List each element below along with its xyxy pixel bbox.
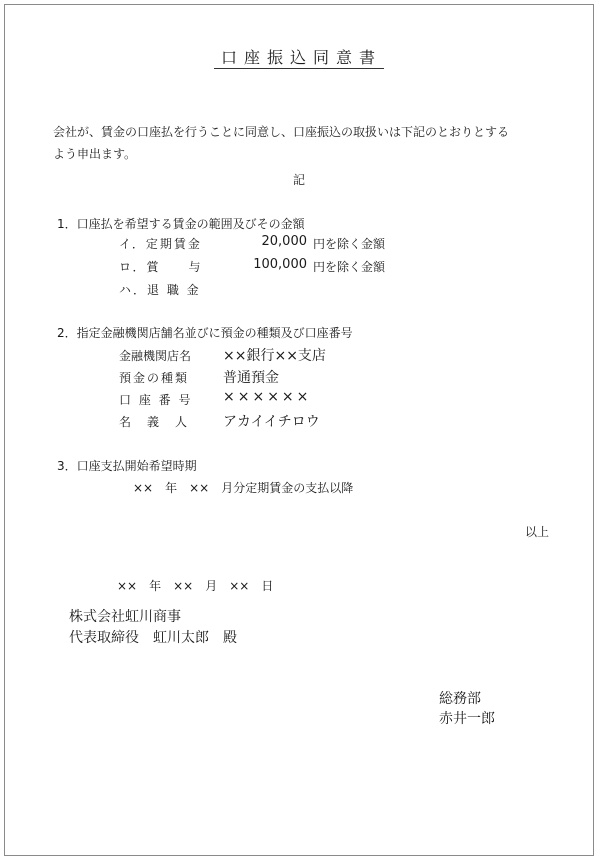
section-2-value: ××銀行××支店 bbox=[223, 348, 326, 364]
document-page bbox=[4, 4, 594, 856]
sender-department: 総務部 bbox=[439, 691, 481, 707]
section-1-item-label: ロ．賞 与 bbox=[119, 260, 203, 274]
section-2-label: 金融機関店名 bbox=[119, 349, 192, 363]
section-2-label: 名 義 人 bbox=[119, 415, 190, 429]
section-1-heading: 1．口座払を希望する賃金の範囲及びその金額 bbox=[57, 217, 305, 231]
ki-marker: 記 bbox=[293, 173, 306, 187]
section-3-heading: 3．口座支払開始希望時期 bbox=[57, 459, 197, 473]
intro-paragraph bbox=[53, 121, 509, 165]
section-2-value: アカイイチロウ bbox=[223, 414, 320, 430]
ijou-marker: 以上 bbox=[525, 525, 550, 539]
section-1-item-amount: 20,000 bbox=[261, 234, 307, 249]
addressee-representative: 代表取締役 虹川太郎 殿 bbox=[69, 630, 237, 646]
section-2-value: 普通預金 bbox=[223, 370, 279, 386]
document-title-text: 口座振込同意書 bbox=[214, 48, 384, 69]
document-date: ×× 年 ×× 月 ×× 日 bbox=[117, 579, 274, 593]
sender-name: 赤井一郎 bbox=[439, 711, 495, 727]
section-1-item-suffix: 円を除く金額 bbox=[313, 237, 386, 251]
section-3-line: ×× 年 ×× 月分定期賃金の支払以降 bbox=[133, 481, 354, 495]
intro-line-1: 会社が、賃金の口座払を行うことに同意し、口座振込の取扱いは下記のとおりとする bbox=[53, 125, 510, 139]
section-1-item-suffix: 円を除く金額 bbox=[313, 260, 386, 274]
section-2-label: 預金の種類 bbox=[119, 371, 190, 385]
section-2-heading: 2．指定金融機関店舗名並びに預金の種類及び口座番号 bbox=[57, 326, 353, 340]
section-2-value: ×××××× bbox=[223, 389, 312, 405]
section-1-item-label: イ．定期賃金 bbox=[119, 237, 202, 251]
section-2-label: 口 座 番 号 bbox=[119, 393, 193, 407]
intro-line-2: よう申出ます。 bbox=[53, 147, 137, 161]
document-title bbox=[5, 45, 593, 68]
section-1-item-label: ハ．退 職 金 bbox=[119, 283, 201, 297]
section-1-item-amount: 100,000 bbox=[253, 257, 307, 272]
addressee-company: 株式会社虹川商事 bbox=[69, 609, 181, 625]
